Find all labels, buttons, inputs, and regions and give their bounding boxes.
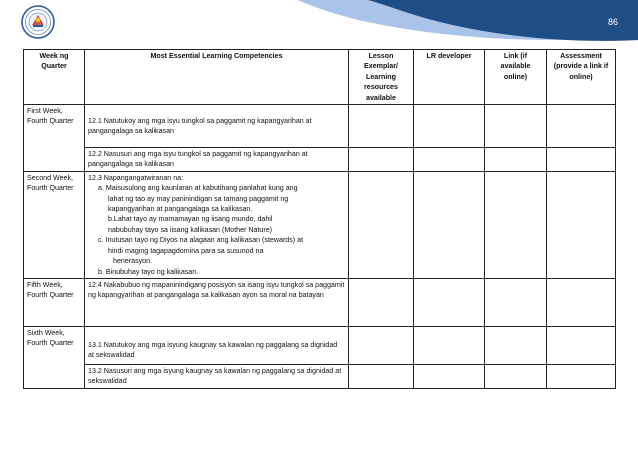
competency-line: b. Binubuhay tayo ng kalikasan. [98, 267, 199, 276]
competency-cell [85, 326, 349, 364]
empty-cell [414, 278, 485, 326]
table-header-row [24, 50, 616, 105]
table-row [24, 278, 616, 326]
competency-line: b.Lahat tayo ay mamamayan ng iisang mundo, dahil [108, 215, 273, 224]
header-week: Week ng Quarter [24, 50, 85, 105]
header-lesson-exemplar: Lesson Exemplar/ Learning resources available [349, 50, 414, 105]
competency-cell: 12.2 Nasusuri ang mga isyu tungkol sa paggamit ng kapangyarihan at pangangalaga sa kalikasan [85, 148, 349, 172]
table-row [24, 326, 616, 364]
empty-cell [485, 326, 547, 364]
empty-cell [349, 278, 414, 326]
table-row [24, 148, 616, 172]
competency-line: a. Maisusulong ang kaunlaran at kabutihang panlahat kung ang [98, 184, 298, 193]
empty-cell [349, 326, 414, 364]
empty-cell [485, 171, 547, 278]
competency-cell [85, 105, 349, 148]
empty-cell [414, 364, 485, 388]
empty-cell [485, 148, 547, 172]
empty-cell [547, 105, 616, 148]
empty-cell [349, 148, 414, 172]
empty-cell [414, 105, 485, 148]
week-cell: Second Week, Fourth Quarter [24, 171, 85, 278]
empty-cell [349, 171, 414, 278]
competency-cell: 13.2 Nasusuri ang mga isyung kaugnay sa kawalan ng paggalang sa dignidad at sekswalidad [85, 364, 349, 388]
competency-line: henerasyon. [113, 257, 153, 266]
table-row [24, 171, 616, 278]
competency-text: 13.1 Natutukoy ang mga isyung kaugnay sa kawalan ng paggalang sa dignidad at sekswalidad [88, 340, 338, 360]
empty-cell [349, 364, 414, 388]
competency-text: 12.1 Natutukoy ang mga isyu tungkol sa paggamit ng kapangyarihan at pangangalaga sa kalikasan [88, 117, 312, 136]
empty-cell [547, 278, 616, 326]
header-link: Link (if available online) [485, 50, 547, 105]
competency-line: c. Inutusan tayo ng Diyos na alagaan ang kalikasan (stewards) at [98, 236, 304, 245]
header-assessment: Assessment (provide a link if online) [547, 50, 616, 105]
competency-cell [85, 171, 349, 278]
empty-cell [414, 171, 485, 278]
header-banner [298, 0, 638, 44]
competency-line: hindi maging tagapagdomina para sa susunod na [108, 246, 264, 255]
empty-cell [414, 326, 485, 364]
empty-cell [349, 105, 414, 148]
competency-heading: 12.3 Napangangatwiranan na: [88, 173, 184, 182]
empty-cell [547, 148, 616, 172]
table-row [24, 105, 616, 148]
header-lr-developer: LR developer [414, 50, 485, 105]
header-competencies: Most Essential Learning Competencies [85, 50, 349, 105]
competency-line: lahat ng tao ay may paninindigan sa tamang paggamit ng [108, 194, 289, 203]
competency-line: kapangyarihan at pangangalaga sa kalikasan. [108, 205, 253, 214]
empty-cell [414, 148, 485, 172]
deped-seal-logo [21, 5, 55, 39]
competency-line: nabubuhay tayo sa iisang kalikasan (Mother Nature) [108, 225, 273, 234]
competency-cell: 12.4 Nakabubuo ng mapaninindigang posisyon sa isang isyu tungkol sa paggamit ng kapangyarihan at pangangalaga sa kalikasan ayon sa moral na batayan [85, 278, 349, 326]
empty-cell [485, 278, 547, 326]
week-cell: Fifth Week, Fourth Quarter [24, 278, 85, 326]
melc-table [23, 49, 616, 389]
week-cell: First Week, Fourth Quarter [24, 105, 85, 172]
page-number: 86 [607, 17, 618, 27]
week-cell: Sixth Week, Fourth Quarter [24, 326, 85, 388]
empty-cell [485, 105, 547, 148]
empty-cell [547, 326, 616, 364]
empty-cell [485, 364, 547, 388]
empty-cell [547, 171, 616, 278]
empty-cell [547, 364, 616, 388]
table-row [24, 364, 616, 388]
